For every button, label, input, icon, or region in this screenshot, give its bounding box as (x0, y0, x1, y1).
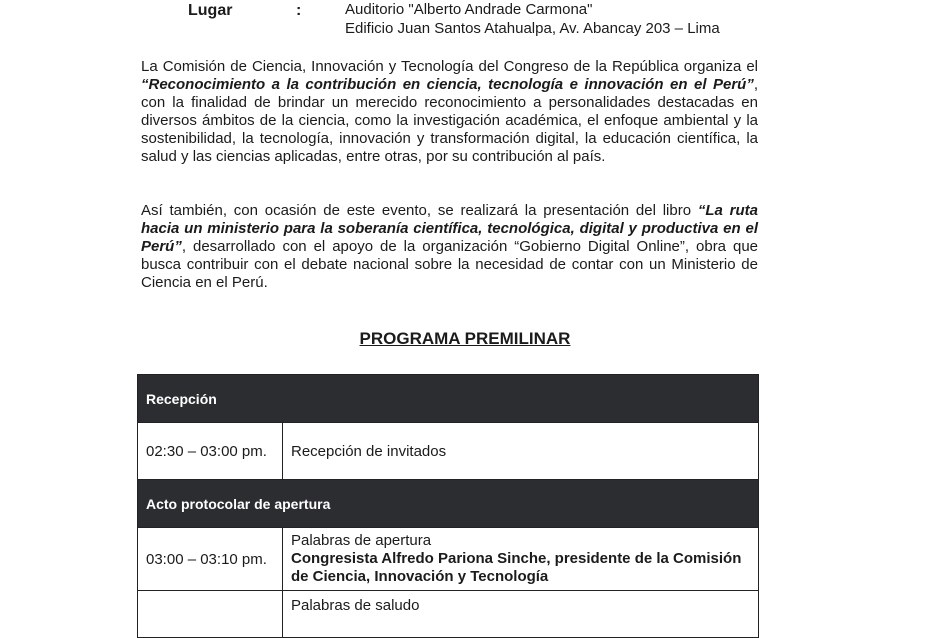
description-cell (283, 528, 759, 591)
paragraph-1-text-b: , con la finalidad de brindar un merecido reconocimiento a personalidades destacadas en diversos ámbitos de la ciencia, como la investigación académica, el enfoque ambiental y la sostenibilidad, la tecnología, innovación y transformación digital, la educación científica, la salud y las ciencias aplicadas, entre otras, por su contribución al país. (141, 76, 758, 165)
lugar-colon: : (296, 2, 302, 19)
description-cell (283, 591, 759, 638)
time-cell: 03:00 – 03:10 pm. (138, 528, 283, 591)
paragraph-1-emphasis: “Reconocimiento a la contribución en ciencia, tecnología e innovación en el Perú” (141, 76, 754, 93)
time-cell (138, 591, 283, 638)
description-label: Palabras de saludo (291, 597, 420, 614)
description-label: Palabras de apertura (291, 532, 432, 549)
lugar-label: Lugar (188, 2, 233, 19)
section-heading-reception: Recepción (138, 375, 759, 423)
paragraph-organizer (141, 58, 758, 166)
table-row (138, 423, 759, 480)
section-heading-opening: Acto protocolar de apertura (138, 480, 759, 528)
paragraph-2-text-b: , desarrollado con el apoyo de la organización “Gobierno Digital Online”, obra que busca contribuir con el debate nacional sobre la necesidad de contar con un Ministerio de Ciencia en el Perú. (141, 238, 758, 291)
section-row-opening (138, 480, 759, 528)
program-title: PROGRAMA PREMILINAR (359, 329, 571, 348)
paragraph-2-emphasis: “La ruta hacia un ministerio para la soberanía científica, tecnológica, digital y productiva en el Perú” (141, 202, 758, 255)
table-row (138, 528, 759, 591)
table-row (138, 591, 759, 638)
description-cell: Recepción de invitados (283, 423, 759, 480)
description-speaker: Congresista Alfredo Pariona Sinche, presidente de la Comisión de Ciencia, Innovación y Tecnología (291, 550, 742, 585)
time-cell: 02:30 – 03:00 pm. (138, 423, 283, 480)
venue-line-1: Auditorio "Alberto Andrade Carmona" (345, 1, 593, 18)
section-row-reception (138, 375, 759, 423)
program-table (137, 374, 759, 638)
venue-line-2: Edificio Juan Santos Atahualpa, Av. Abancay 203 – Lima (345, 20, 720, 37)
paragraph-1-text-a: La Comisión de Ciencia, Innovación y Tecnología del Congreso de la República organiza el (141, 58, 758, 75)
paragraph-book (141, 202, 758, 292)
paragraph-2-text-a: Así también, con ocasión de este evento, se realizará la presentación del libro (141, 202, 698, 219)
